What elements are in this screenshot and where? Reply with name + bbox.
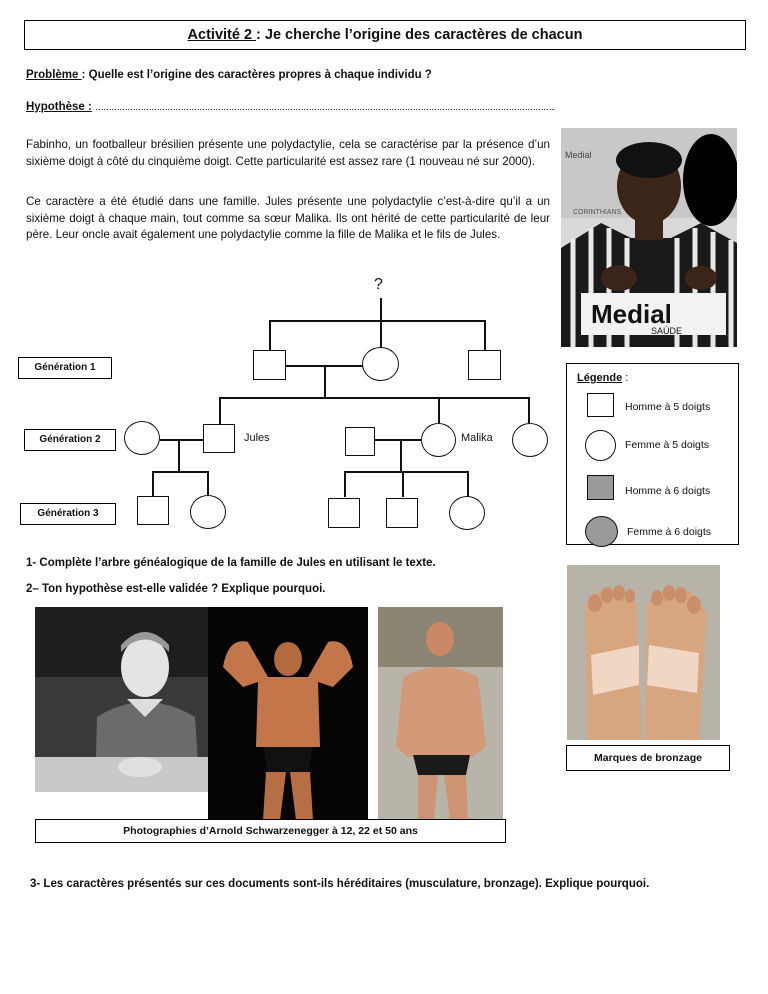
gen1-man-left[interactable]: [253, 350, 286, 380]
gen1-woman[interactable]: [362, 347, 399, 381]
legend-male-5-label: Homme à 5 doigts: [625, 401, 711, 413]
question-1: 1- Complète l’arbre généalogique de la famille de Jules en utilisant le texte.: [26, 557, 436, 569]
gen2-woman-jules-wife[interactable]: [124, 421, 160, 455]
gen3-malika-son-1[interactable]: [328, 498, 360, 528]
legend-box: [566, 363, 739, 545]
arnold-photo-50: [378, 607, 503, 819]
page-title: [24, 20, 746, 50]
arnold-photo-22: [208, 607, 368, 820]
gen3-jules-son[interactable]: [137, 496, 169, 525]
feet-illustration: [567, 565, 720, 740]
title-activity: Activité 2: [187, 27, 257, 43]
malika-label: Malika: [461, 432, 493, 444]
arnold-photo-12: [35, 607, 208, 792]
gen2-label: Génération 2: [24, 429, 116, 451]
hypothese-label: Hypothèse :: [26, 101, 92, 113]
bg-sponsor: CORINTHIANS: [573, 209, 622, 216]
jules-label: Jules: [244, 432, 270, 444]
hypothese-line: [26, 101, 746, 113]
legend-female-5-label: Femme à 5 doigts: [625, 439, 710, 451]
legend-colon: :: [622, 372, 629, 384]
question-2: 2– Ton hypothèse est-elle validée ? Explique pourquoi.: [26, 583, 326, 595]
probleme-text: : Quelle est l’origine des caractères propres à chaque individu ?: [81, 69, 432, 81]
probleme-line: [26, 69, 432, 81]
caption-arnold: Photographies d’Arnold Schwarzenegger à 12, 22 et 50 ans: [35, 819, 506, 843]
gen3-malika-son-2[interactable]: [386, 498, 418, 528]
tree-question-mark: ?: [374, 276, 383, 293]
probleme-label: Problème: [26, 69, 82, 81]
legend-female-6-label: Femme à 6 doigts: [627, 526, 712, 538]
legend-male-6-label: Homme à 6 doigts: [625, 485, 711, 497]
legend-title-line: [577, 372, 628, 384]
paragraph-fabinho: Fabinho, un footballeur brésilien présente une polydactylie, cela se caractérise par la présence d’un sixième doigt à côté du cinquième doigt. Cette particularité est assez rare (1 nouveau né sur 2000).: [26, 138, 550, 168]
gen3-jules-daughter[interactable]: [190, 495, 226, 529]
legend-female-5-symbol: [585, 430, 616, 461]
gen1-man-right[interactable]: [468, 350, 501, 380]
question-3: 3- Les caractères présentés sur ces documents sont-ils héréditaires (musculature, bronzage). Explique pourquoi.: [30, 878, 650, 890]
gen3-label: Génération 3: [20, 503, 116, 525]
arnold-12-illustration: [35, 607, 208, 792]
bg-brand-left: Medial: [565, 150, 592, 160]
gen2-woman-malika[interactable]: [421, 423, 456, 457]
arnold-50-illustration: [378, 607, 503, 819]
legend-title: Légende: [577, 372, 623, 384]
legend-female-6-symbol: [585, 516, 618, 547]
legend-male-5-symbol: [587, 393, 614, 417]
arnold-22-illustration: [208, 607, 368, 820]
gen2-man-jules[interactable]: [203, 424, 235, 453]
feet-photo: [567, 565, 720, 740]
fabinho-illustration: [561, 128, 737, 347]
gen3-malika-daughter[interactable]: [449, 496, 485, 530]
gen2-woman-right[interactable]: [512, 423, 548, 457]
caption-bronzage: Marques de bronzage: [566, 745, 730, 771]
paragraph-famille: Ce caractère a été étudié dans une famille. Jules présente une polydactylie c’est-à-dire qu’il a un sixième doigt à chaque main, tout comme sa sœur Malika. Ils ont hérité de cette particularité de leur père. Leur oncle avait également une polydactylie comme la fille de Malika et le fils de Jules.: [26, 195, 550, 241]
shirt-brand2: SAÚDE: [651, 326, 683, 336]
shirt-brand: Medial: [591, 299, 672, 329]
hypothese-answer-field[interactable]: ………………………………………………………………………………………………………………………………………………………..: [95, 102, 555, 112]
fabinho-photo: [561, 128, 737, 347]
gen1-label: Génération 1: [18, 357, 112, 379]
gen2-man-malika-husband[interactable]: [345, 427, 375, 456]
legend-male-6-symbol: [587, 475, 614, 500]
title-text: : Je cherche l’origine des caractères de chacun: [256, 27, 583, 43]
